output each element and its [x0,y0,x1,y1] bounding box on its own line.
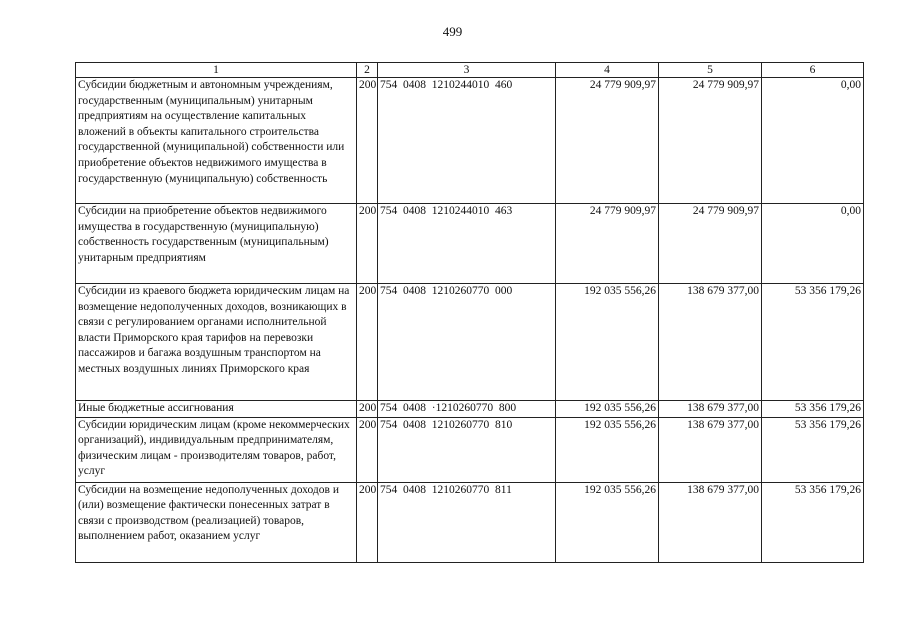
row-value-6: 53 356 179,26 [762,284,864,401]
table-row [76,401,864,418]
row-col2: 200 [357,78,378,204]
row-name: Субсидии юридическим лицам (кроме некоммерческих организаций), индивидуальным предпринимателям, физическим лицам - производителям товаров, работ, услуг [76,417,357,482]
row-col2: 200 [357,204,378,284]
row-code: 754 0408 1210244010 460 [378,78,556,204]
row-value-4: 192 035 556,26 [556,482,659,562]
column-header-3: 3 [378,63,556,78]
row-value-4: 192 035 556,26 [556,401,659,418]
row-value-6: 0,00 [762,204,864,284]
row-col2: 200 [357,482,378,562]
column-header-5: 5 [659,63,762,78]
row-value-5: 24 779 909,97 [659,78,762,204]
column-header-2: 2 [357,63,378,78]
table-row [76,78,864,204]
row-name: Субсидии на приобретение объектов недвижимого имущества в государственную (муниципальную) собственность государственным (муниципальным) унитарным предприятиям [76,204,357,284]
column-number-header [76,63,864,78]
row-value-5: 138 679 377,00 [659,401,762,418]
row-value-6: 53 356 179,26 [762,401,864,418]
row-value-4: 192 035 556,26 [556,284,659,401]
row-value-4: 192 035 556,26 [556,417,659,482]
budget-table [75,62,864,563]
column-header-1: 1 [76,63,357,78]
row-col2: 200 [357,284,378,401]
row-value-5: 138 679 377,00 [659,284,762,401]
row-code: 754 0408 1210244010 463 [378,204,556,284]
row-name: Иные бюджетные ассигнования [76,401,357,418]
row-value-6: 0,00 [762,78,864,204]
table-row [76,284,864,401]
row-code: 754 0408 ·1210260770 800 [378,401,556,418]
row-code: 754 0408 1210260770 000 [378,284,556,401]
row-col2: 200 [357,417,378,482]
row-value-6: 53 356 179,26 [762,482,864,562]
page-number: 499 [442,24,463,39]
row-value-5: 138 679 377,00 [659,482,762,562]
table-row [76,204,864,284]
column-header-4: 4 [556,63,659,78]
row-value-4: 24 779 909,97 [556,204,659,284]
row-col2: 200 [357,401,378,418]
row-value-6: 53 356 179,26 [762,417,864,482]
row-name: Субсидии бюджетным и автономным учреждениям, государственным (муниципальным) унитарным предприятиям на осуществление капитальных вложений в объекты капитального строительства государственной (муниципальной) собственности или приобретение объектов недвижимого имущества в государственную (муниципальную) собственность [76,78,357,204]
row-value-4: 24 779 909,97 [556,78,659,204]
column-header-6: 6 [762,63,864,78]
row-value-5: 24 779 909,97 [659,204,762,284]
row-code: 754 0408 1210260770 811 [378,482,556,562]
row-name: Субсидии на возмещение недополученных доходов и (или) возмещение фактически понесенных затрат в связи с производством (реализацией) товаров, выполнением работ, оказанием услуг [76,482,357,562]
table-row [76,417,864,482]
row-code: 754 0408 1210260770 810 [378,417,556,482]
table-row [76,482,864,562]
row-value-5: 138 679 377,00 [659,417,762,482]
row-name: Субсидии из краевого бюджета юридическим лицам на возмещение недополученных доходов, возникающих в связи с регулированием органами исполнительной власти Приморского края тарифов на перевозки пассажиров и багажа воздушным транспортом на местных воздушных линиях Приморского края [76,284,357,401]
